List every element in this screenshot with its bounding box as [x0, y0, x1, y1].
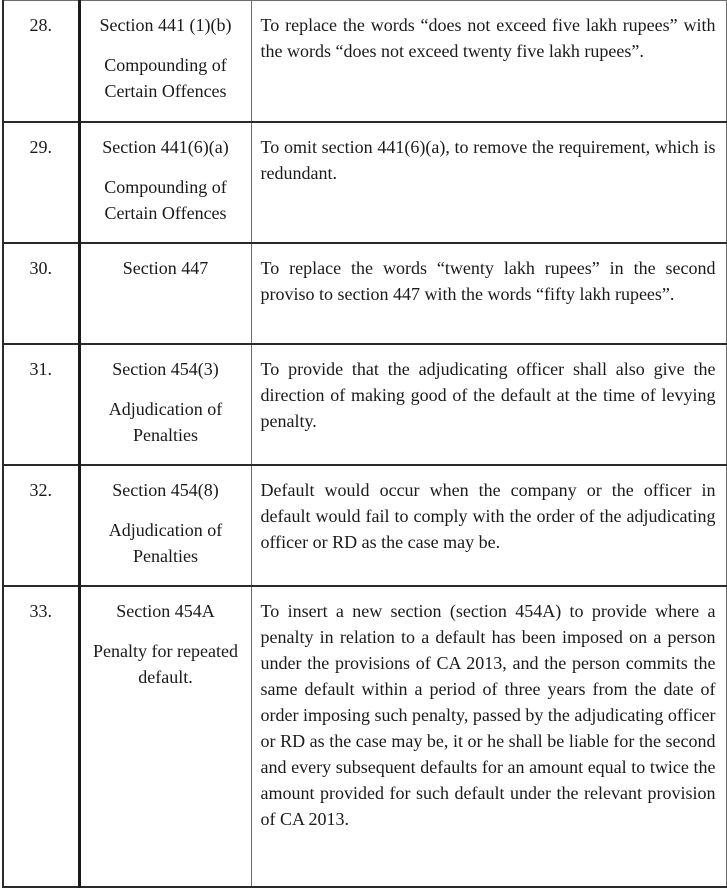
table-row — [3, 344, 726, 465]
table-row — [3, 1, 726, 122]
section-subject: Compounding of Certain Offences — [104, 176, 227, 223]
section-reference: Section 441(6)(a) — [102, 136, 229, 157]
section-subject: Adjudication of Penalties — [108, 398, 223, 445]
amendment-description: To provide that the adjudicating officer shall also give the direction of making good of the default at the time of levying penalty. — [251, 344, 726, 465]
section-subject: Adjudication of Penalties — [108, 519, 223, 566]
amendment-description: To omit section 441(6)(a), to remove the requirement, which is redundant. — [251, 122, 726, 243]
section-cell — [79, 465, 251, 586]
section-cell — [79, 1, 251, 122]
section-cell — [79, 243, 251, 344]
row-number: 30. — [3, 243, 79, 344]
section-cell — [79, 586, 251, 887]
section-reference: Section 454(3) — [112, 358, 219, 379]
table-row — [3, 465, 726, 586]
table-row — [3, 586, 726, 887]
section-cell — [79, 122, 251, 243]
row-number: 28. — [3, 1, 79, 122]
table-row — [3, 243, 726, 344]
amendment-description: To replace the words “twenty lakh rupees” in the second proviso to section 447 with the words “fifty lakh rupees”. — [251, 243, 726, 344]
row-number: 29. — [3, 122, 79, 243]
section-cell — [79, 344, 251, 465]
amendment-description: To replace the words “does not exceed five lakh rupees” with the words “does not exceed twenty five lakh rupees”. — [251, 1, 726, 122]
section-subject: Compounding of Certain Offences — [104, 55, 227, 101]
section-reference: Section 447 — [122, 257, 209, 278]
section-reference: Section 441 (1)(b) — [99, 15, 232, 35]
row-number: 31. — [3, 344, 79, 465]
section-subject: Penalty for repeated default. — [93, 640, 238, 687]
table-row — [3, 122, 726, 243]
section-reference: Section 454A — [116, 600, 215, 621]
amendment-description: Default would occur when the company or the officer in default would fail to comply with the order of the adjudicating officer or RD as the case may be. — [251, 465, 726, 586]
amendment-description: To insert a new section (section 454A) to provide where a penalty in relation to a default has been imposed on a person under the provisions of CA 2013, and the person commits the same default within a period of three years from the date of order imposing such penalty, passed by the adjudicating officer or RD as the case may be, it or he shall be liable for the second and every subsequent defaults for an amount equal to twice the amount provided for such default under the relevant provision of CA 2013. — [251, 586, 726, 887]
row-number: 32. — [3, 465, 79, 586]
row-number: 33. — [3, 586, 79, 887]
section-reference: Section 454(8) — [112, 479, 219, 500]
amendments-table — [2, 0, 727, 888]
